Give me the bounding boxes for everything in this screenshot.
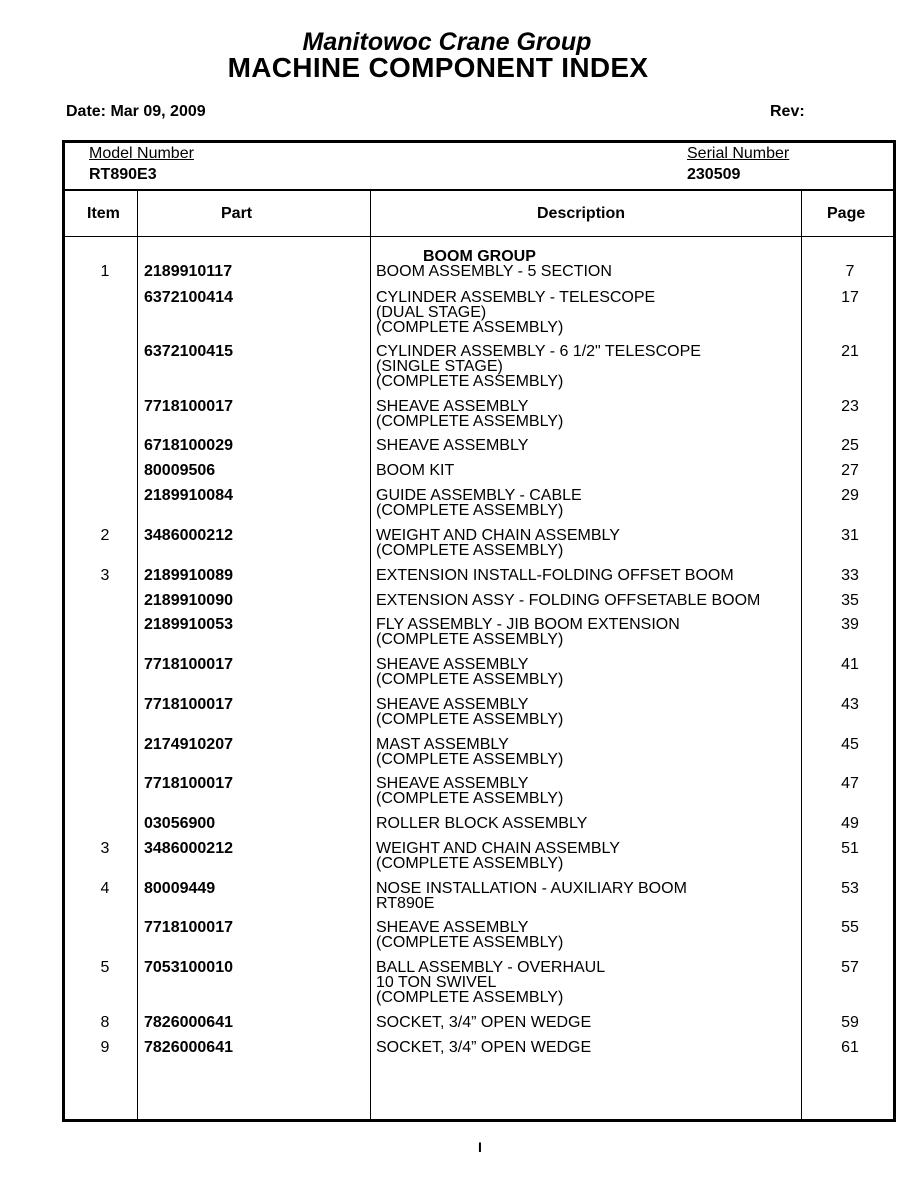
column-header-item: Item (87, 205, 120, 222)
serial-number-value: 230509 (687, 166, 741, 183)
part-number: 2174910207 (144, 736, 233, 753)
part-number: 3486000212 (144, 840, 233, 857)
description-line: (COMPLETE ASSEMBLY) (376, 542, 564, 559)
item-number: 3 (100, 567, 110, 584)
model-number-value: RT890E3 (89, 166, 157, 183)
page-reference: 47 (841, 775, 859, 792)
page-reference: 61 (841, 1039, 859, 1056)
description-line: (COMPLETE ASSEMBLY) (376, 989, 564, 1006)
item-number: 9 (100, 1039, 110, 1056)
part-number: 7826000641 (144, 1039, 233, 1056)
page-reference: 29 (841, 487, 859, 504)
description-line: SHEAVE ASSEMBLY (376, 775, 529, 792)
description-line: BOOM KIT (376, 462, 455, 479)
description-line: RT890E (376, 895, 435, 912)
description (376, 593, 801, 608)
description-line: CYLINDER ASSEMBLY - 6 1/2" TELESCOPE (376, 343, 701, 360)
document-revision: Rev: (770, 103, 805, 120)
page-number: I (478, 1139, 482, 1155)
description (376, 657, 801, 687)
description (376, 568, 801, 583)
description-line: 10 TON SWIVEL (376, 974, 497, 991)
document-date: Date: Mar 09, 2009 (66, 103, 206, 120)
part-number: 7718100017 (144, 696, 233, 713)
group-title: BOOM GROUP (423, 248, 536, 265)
page-reference: 27 (841, 462, 859, 479)
page-reference: 35 (841, 592, 859, 609)
description-line: (COMPLETE ASSEMBLY) (376, 711, 564, 728)
item-number: 4 (100, 880, 110, 897)
page-reference: 57 (841, 959, 859, 976)
description (376, 617, 801, 647)
serial-number-label: Serial Number (687, 145, 790, 162)
description-line: SHEAVE ASSEMBLY (376, 919, 529, 936)
model-number-label: Model Number (89, 145, 194, 162)
description-line: WEIGHT AND CHAIN ASSEMBLY (376, 527, 620, 544)
description-line: (COMPLETE ASSEMBLY) (376, 373, 564, 390)
description (376, 438, 801, 453)
description (376, 1015, 801, 1030)
part-number: 2189910090 (144, 592, 233, 609)
description (376, 841, 801, 871)
part-number: 7718100017 (144, 775, 233, 792)
description (376, 528, 801, 558)
column-header-part: Part (221, 205, 253, 222)
description (376, 344, 801, 389)
description-line: CYLINDER ASSEMBLY - TELESCOPE (376, 289, 656, 306)
part-number: 03056900 (144, 815, 216, 832)
part-number: 7718100017 (144, 919, 233, 936)
document-title: MACHINE COMPONENT INDEX (227, 52, 649, 83)
page-reference: 53 (841, 880, 859, 897)
description (376, 290, 801, 335)
page-reference: 25 (841, 437, 859, 454)
part-number: 2189910084 (144, 487, 233, 504)
item-number: 2 (100, 527, 110, 544)
part-number: 3486000212 (144, 527, 233, 544)
description (376, 463, 801, 478)
description (376, 399, 801, 429)
column-header-description: Description (537, 205, 626, 222)
description-line: ROLLER BLOCK ASSEMBLY (376, 815, 588, 832)
description-line: (COMPLETE ASSEMBLY) (376, 413, 564, 430)
description-line: (COMPLETE ASSEMBLY) (376, 502, 564, 519)
description (376, 960, 801, 1005)
description-line: SHEAVE ASSEMBLY (376, 656, 529, 673)
page-reference: 49 (841, 815, 859, 832)
description (376, 697, 801, 727)
component-index-table (62, 140, 896, 1122)
part-number: 6372100415 (144, 343, 233, 360)
table-body (65, 143, 893, 1119)
part-number: 6718100029 (144, 437, 233, 454)
description (376, 264, 801, 279)
page-reference: 59 (841, 1014, 859, 1031)
description-line: WEIGHT AND CHAIN ASSEMBLY (376, 840, 620, 857)
description (376, 1040, 801, 1055)
item-number: 3 (100, 840, 110, 857)
description-line: (COMPLETE ASSEMBLY) (376, 934, 564, 951)
description (376, 816, 801, 831)
part-number: 7718100017 (144, 398, 233, 415)
part-number: 2189910053 (144, 616, 233, 633)
part-number: 7826000641 (144, 1014, 233, 1031)
page-reference: 45 (841, 736, 859, 753)
description-line: (COMPLETE ASSEMBLY) (376, 671, 564, 688)
description (376, 881, 801, 911)
part-number: 7718100017 (144, 656, 233, 673)
description-line: FLY ASSEMBLY - JIB BOOM EXTENSION (376, 616, 680, 633)
part-number: 7053100010 (144, 959, 233, 976)
part-number: 80009449 (144, 880, 216, 897)
item-number: 1 (100, 263, 110, 280)
description-line: MAST ASSEMBLY (376, 736, 509, 753)
description-line: SOCKET, 3/4” OPEN WEDGE (376, 1039, 592, 1056)
page-reference: 7 (845, 263, 855, 280)
description-line: (SINGLE STAGE) (376, 358, 503, 375)
page-reference: 21 (841, 343, 859, 360)
description-line: (COMPLETE ASSEMBLY) (376, 790, 564, 807)
description-line: BOOM ASSEMBLY - 5 SECTION (376, 263, 612, 280)
part-number: 6372100414 (144, 289, 233, 306)
description-line: (COMPLETE ASSEMBLY) (376, 631, 564, 648)
part-number: 2189910089 (144, 567, 233, 584)
description-line: EXTENSION INSTALL-FOLDING OFFSET BOOM (376, 567, 734, 584)
part-number: 2189910117 (144, 263, 233, 280)
part-number: 80009506 (144, 462, 216, 479)
description-line: (DUAL STAGE) (376, 304, 487, 321)
page-reference: 23 (841, 398, 859, 415)
description-line: GUIDE ASSEMBLY - CABLE (376, 487, 582, 504)
page-reference: 51 (841, 840, 859, 857)
description-line: SHEAVE ASSEMBLY (376, 437, 529, 454)
page-reference: 31 (841, 527, 859, 544)
page-reference: 33 (841, 567, 859, 584)
page-reference: 41 (841, 656, 859, 673)
description-line: EXTENSION ASSY - FOLDING OFFSETABLE BOOM (376, 592, 761, 609)
description-line: BALL ASSEMBLY - OVERHAUL (376, 959, 606, 976)
description-line: (COMPLETE ASSEMBLY) (376, 855, 564, 872)
description (376, 920, 801, 950)
page-reference: 17 (841, 289, 859, 306)
description-line: SHEAVE ASSEMBLY (376, 398, 529, 415)
column-header-page: Page (827, 205, 866, 222)
description (376, 737, 801, 767)
description-line: (COMPLETE ASSEMBLY) (376, 319, 564, 336)
page-reference: 43 (841, 696, 859, 713)
page-reference: 39 (841, 616, 859, 633)
item-number: 5 (100, 959, 110, 976)
description-line: SHEAVE ASSEMBLY (376, 696, 529, 713)
description (376, 776, 801, 806)
description (376, 488, 801, 518)
company-name: Manitowoc Crane Group (302, 28, 592, 56)
description-line: SOCKET, 3/4” OPEN WEDGE (376, 1014, 592, 1031)
item-number: 8 (100, 1014, 110, 1031)
description-line: NOSE INSTALLATION - AUXILIARY BOOM (376, 880, 687, 897)
description-line: (COMPLETE ASSEMBLY) (376, 751, 564, 768)
page-reference: 55 (841, 919, 859, 936)
